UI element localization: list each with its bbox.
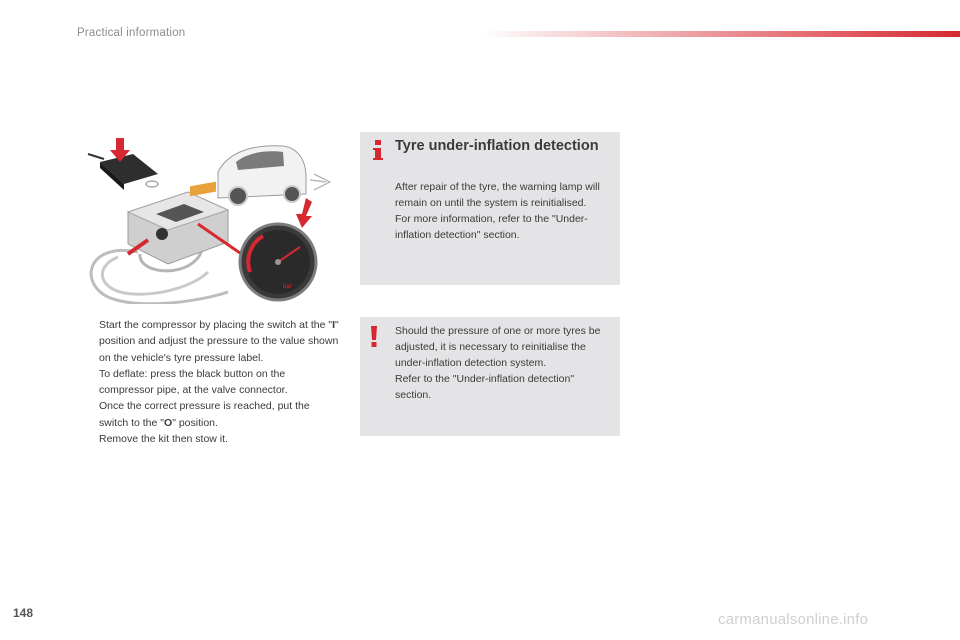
instruction-step-2: Once the correct pressure is reached, put the switch to the "O" position. [99, 400, 310, 429]
car-wheel-front [229, 187, 247, 205]
warning-box [360, 317, 620, 436]
warning-box-body [395, 323, 613, 403]
red-arrow-gauge-icon [296, 198, 312, 228]
compressor-label [190, 182, 216, 197]
gauge-unit-label: bar [283, 284, 292, 290]
warning-paragraph-1: Should the pressure of one or more tyres be adjusted, it is necessary to reinitialise the under-inflation detection system. [395, 325, 601, 369]
section-title: Practical information [77, 27, 186, 39]
info-box [360, 132, 620, 285]
instruction-step-1: Start the compressor by placing the switch at the "I" position and adjust the pressure to the value shown on the vehicle's tyre pressure label. To deflate: press the black button on the compressor pipe, at the valve connector. [99, 319, 339, 397]
sealant-cartridge [100, 154, 158, 184]
compressor-kit-drawing [78, 132, 338, 304]
deflate-note: To deflate: press the black button on the compressor pipe, at the valve connector. [99, 367, 288, 397]
exclamation-icon [368, 325, 380, 347]
switch-off-symbol: O [164, 416, 173, 429]
watermark-text: carmanualsonline.info [718, 611, 869, 628]
page-number: 148 [13, 606, 34, 620]
info-box-body [395, 179, 610, 243]
switch-on-symbol: I [332, 319, 336, 331]
warning-paragraph-2: Refer to the "Under-inflation detection" section. [395, 373, 575, 401]
info-icon [368, 139, 388, 161]
compressor-switch [156, 228, 168, 240]
car-wheel-rear [284, 186, 300, 202]
instruction-step-3: Remove the kit then stow it. [99, 433, 228, 446]
info-paragraph-1: After repair of the tyre, the warning lamp will remain on until the system is reinitialised. [395, 181, 600, 209]
compressor-illustration [78, 132, 338, 304]
header-accent-bar [480, 31, 960, 37]
instruction-list [78, 317, 340, 447]
info-paragraph-2: For more information, refer to the "Under-inflation detection" section. [395, 213, 588, 241]
info-box-title: Tyre under-inflation detection [395, 138, 599, 154]
